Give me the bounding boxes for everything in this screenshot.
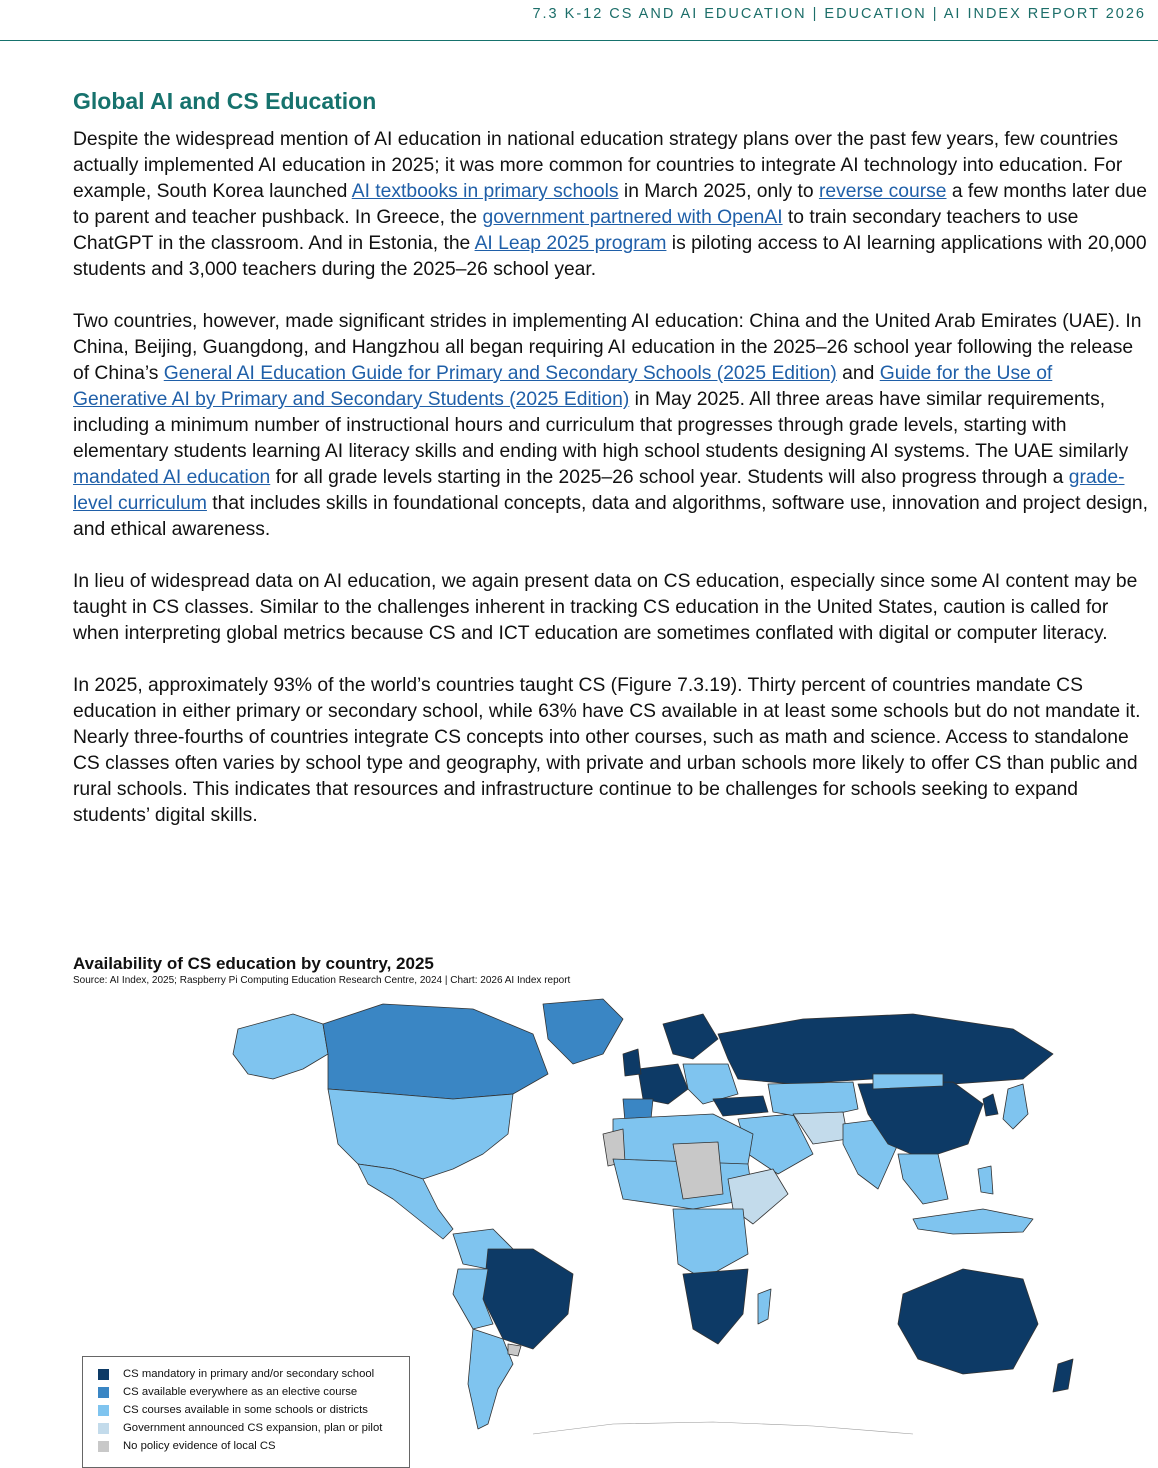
- figure: [73, 954, 1148, 986]
- region-alaska: [233, 1014, 328, 1079]
- region-scandinavia: [663, 1014, 718, 1059]
- legend-label: Government announced CS expansion, plan or pilot: [123, 1422, 383, 1434]
- region-japan: [1003, 1084, 1028, 1129]
- figure-title: Availability of CS education by country, 2025: [73, 954, 434, 973]
- legend-label: CS courses available in some schools or districts: [123, 1404, 368, 1416]
- legend-label: CS available everywhere as an elective course: [123, 1386, 358, 1398]
- link-genai-guide[interactable]: Guide for the Use of Generative AI by Primary and Secondary Students (2025 Edition): [73, 363, 1053, 410]
- region-madagascar: [758, 1289, 771, 1324]
- legend-item-elective: [83, 1383, 409, 1401]
- section-title: Global AI and CS Education: [73, 88, 377, 114]
- region-new-zealand: [1053, 1359, 1073, 1392]
- figure-source: Source: AI Index, 2025; Raspberry Pi Computing Education Research Centre, 2024 | Chart: 2026 AI Index report: [73, 975, 571, 986]
- link-ai-textbooks[interactable]: AI textbooks in primary schools: [351, 181, 619, 202]
- region-philippines: [978, 1166, 993, 1194]
- region-greenland: [543, 999, 623, 1064]
- legend-swatch: [98, 1441, 109, 1452]
- link-general-ai-guide[interactable]: General AI Education Guide for Primary and Secondary Schools (2025 Edition): [163, 363, 837, 384]
- legend-item-some-schools: [83, 1401, 409, 1419]
- legend-item-no-evidence: [83, 1437, 409, 1455]
- region-mexico: [358, 1164, 453, 1239]
- link-ai-leap[interactable]: AI Leap 2025 program: [474, 233, 667, 254]
- link-uae-mandate[interactable]: mandated AI education: [73, 467, 271, 488]
- link-grade-level-curriculum[interactable]: grade-level curriculum: [73, 467, 1125, 514]
- region-usa: [328, 1089, 513, 1179]
- legend-swatch: [98, 1405, 109, 1416]
- paragraph-3: In lieu of widespread data on AI education, we again present data on CS education, especially since some AI content may be taught in CS classes. Similar to the challenges inherent in tracking CS education in the United States, caution is called for when interpreting global metrics because CS and ICT education are sometimes conflated with digital or computer literacy.: [73, 571, 1138, 644]
- text: Despite the widespread mention of AI education in national education strategy plans over the past few years, few countries actually implemented AI education in 2025; it was more common for countries to integrate AI technology into education. For example, South Korea launched: [73, 129, 1123, 202]
- region-russia: [718, 1014, 1053, 1084]
- region-southern-africa: [683, 1269, 748, 1344]
- text: is piloting access to AI learning applications with 20,000 students and 3,000 teachers during the 2025–26 school year.: [73, 233, 1147, 280]
- link-openai-partnership[interactable]: government partnered with OpenAI: [482, 207, 783, 228]
- text: a few months later due to parent and teacher pushback. In Greece, the: [73, 181, 1147, 228]
- region-australia: [898, 1269, 1038, 1374]
- region-southern-cone: [468, 1329, 513, 1429]
- link-reverse-course[interactable]: reverse course: [818, 181, 947, 202]
- text: that includes skills in foundational concepts, data and algorithms, software use, innovation and project design, and ethical awareness.: [73, 493, 1148, 540]
- paragraph-2: [73, 309, 1148, 543]
- legend-item-mandatory: [83, 1365, 409, 1383]
- paragraph-1: [73, 127, 1148, 283]
- region-mongolia: [873, 1074, 943, 1089]
- legend-label: CS mandatory in primary and/or secondary school: [123, 1368, 375, 1380]
- text: Two countries, however, made significant strides in implementing AI education: China and the United Arab Emirates (UAE). In China, Beijing, Guangdong, and Hangzhou all began requiring AI education in the 2025–26 school year following the release of China’s: [73, 311, 1142, 384]
- region-uk: [623, 1049, 641, 1076]
- region-korea: [983, 1094, 998, 1116]
- legend-swatch: [98, 1387, 109, 1398]
- article-body: [73, 88, 1148, 855]
- legend-item-announced: [83, 1419, 409, 1437]
- region-uruguay: [508, 1344, 521, 1356]
- legend-label: No policy evidence of local CS: [123, 1440, 276, 1452]
- region-canada: [323, 1004, 548, 1099]
- text: for all grade levels starting in the 2025–26 school year. Students will also progress through a: [270, 467, 1069, 488]
- header-text: 7.3 K-12 CS AND AI EDUCATION | EDUCATION | AI INDEX REPORT 2026: [532, 6, 1146, 22]
- text: and: [836, 363, 880, 384]
- text: in May 2025. All three areas have similar requirements, including a minimum number of instructional hours and curriculum that progresses through grade levels, starting with elementary students learning AI literacy skills and ending with high school students designing AI systems. The UAE similarly: [73, 389, 1129, 462]
- region-western-europe: [638, 1064, 688, 1104]
- region-turkey: [713, 1096, 768, 1116]
- text: to train secondary teachers to use ChatGPT in the classroom. And in Estonia, the: [73, 207, 1079, 254]
- region-central-africa: [673, 1209, 748, 1279]
- map-legend: [82, 1356, 410, 1468]
- region-southeast-asia: [898, 1154, 948, 1204]
- region-brazil: [483, 1249, 573, 1349]
- legend-swatch: [98, 1369, 109, 1380]
- region-indonesia: [913, 1209, 1033, 1234]
- text: in March 2025, only to: [618, 181, 819, 202]
- legend-swatch: [98, 1423, 109, 1434]
- paragraph-4: In 2025, approximately 93% of the world’s countries taught CS (Figure 7.3.19). Thirty percent of countries mandate CS education in either primary or secondary school, while 63% have CS available in at least some schools but do not mandate it. Nearly three-fourths of countries integrate CS concepts into other courses, such as math and science. Access to standalone CS classes often varies by school type and geography, with private and urban schools more likely to offer CS than public and rural schools. This indicates that resources and infrastructure continue to be challenges for schools seeking to expand students’ digital skills.: [73, 675, 1141, 826]
- page-header: [0, 0, 1158, 41]
- region-antarctica: [533, 1422, 913, 1434]
